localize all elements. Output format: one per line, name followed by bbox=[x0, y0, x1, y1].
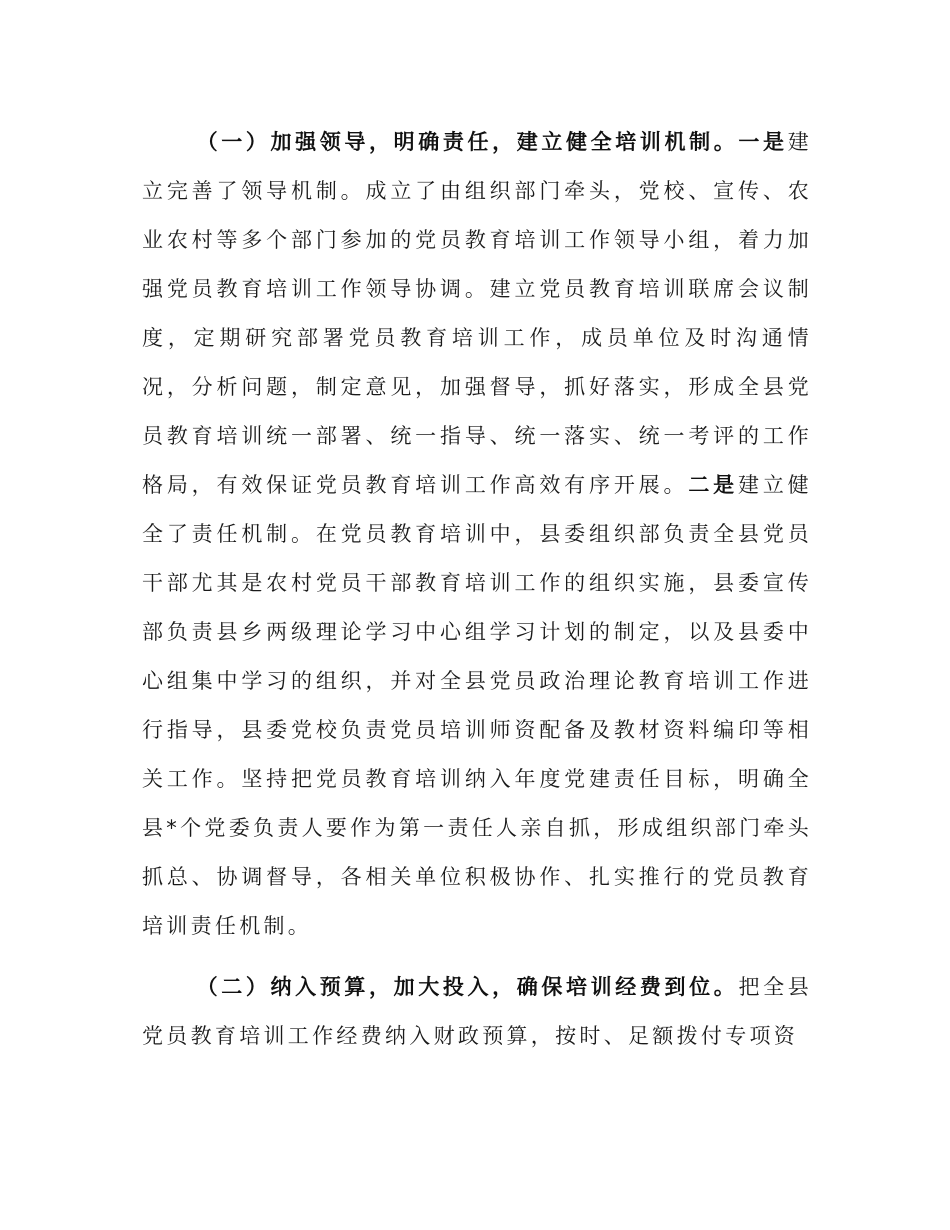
section-heading-1: （一）加强领导，明确责任，建立健全培训机制。 bbox=[196, 130, 739, 154]
paragraph-1 bbox=[142, 118, 812, 951]
emphasis-run: 一是 bbox=[738, 130, 788, 154]
body-text-run: 建立完善了领导机制。成立了由组织部门牵头，党校、宣传、农业农村等多个部门参加的党员教育培训工作领导小组，着力加强党员教育培训工作领导协调。建立党员教育培训联席会议制度，定期研究部署党员教育培训工作，成员单位及时沟通情况，分析问题，制定意见，加强督导，抓好落实，形成全县党员教育培训统一部署、统一指导、统一落实、统一考评的工作格局，有效保证党员教育培训工作高效有序开展。 bbox=[142, 130, 812, 497]
body-text-run: 建立健全了责任机制。在党员教育培训中，县委组织部负责全县党员干部尤其是农村党员干部教育培训工作的组织实施，县委宣传部负责县乡两级理论学习中心组学习计划的制定，以及县委中心组集中学习的组织，并对全县党员政治理论教育培训工作进行指导，县委党校负责党员培训师资配备及教材资料编印等相关工作。坚持把党员教育培训纳入年度党建责任目标，明确全县*个党委负责人要作为第一责任人亲自抓，形成组织部门牵头抓总、协调督导，各相关单位积极协作、扎实推行的党员教育培训责任机制。 bbox=[142, 473, 812, 938]
document-body bbox=[142, 118, 812, 1061]
paragraph-2 bbox=[142, 963, 812, 1061]
emphasis-run: 二是 bbox=[688, 473, 739, 497]
section-heading-2: （二）纳入预算，加大投入，确保培训经费到位。 bbox=[196, 975, 739, 999]
body-text-run: 把全县党员教育培训工作经费纳入财政预算，按时、足额拨付专项资 bbox=[142, 975, 812, 1048]
